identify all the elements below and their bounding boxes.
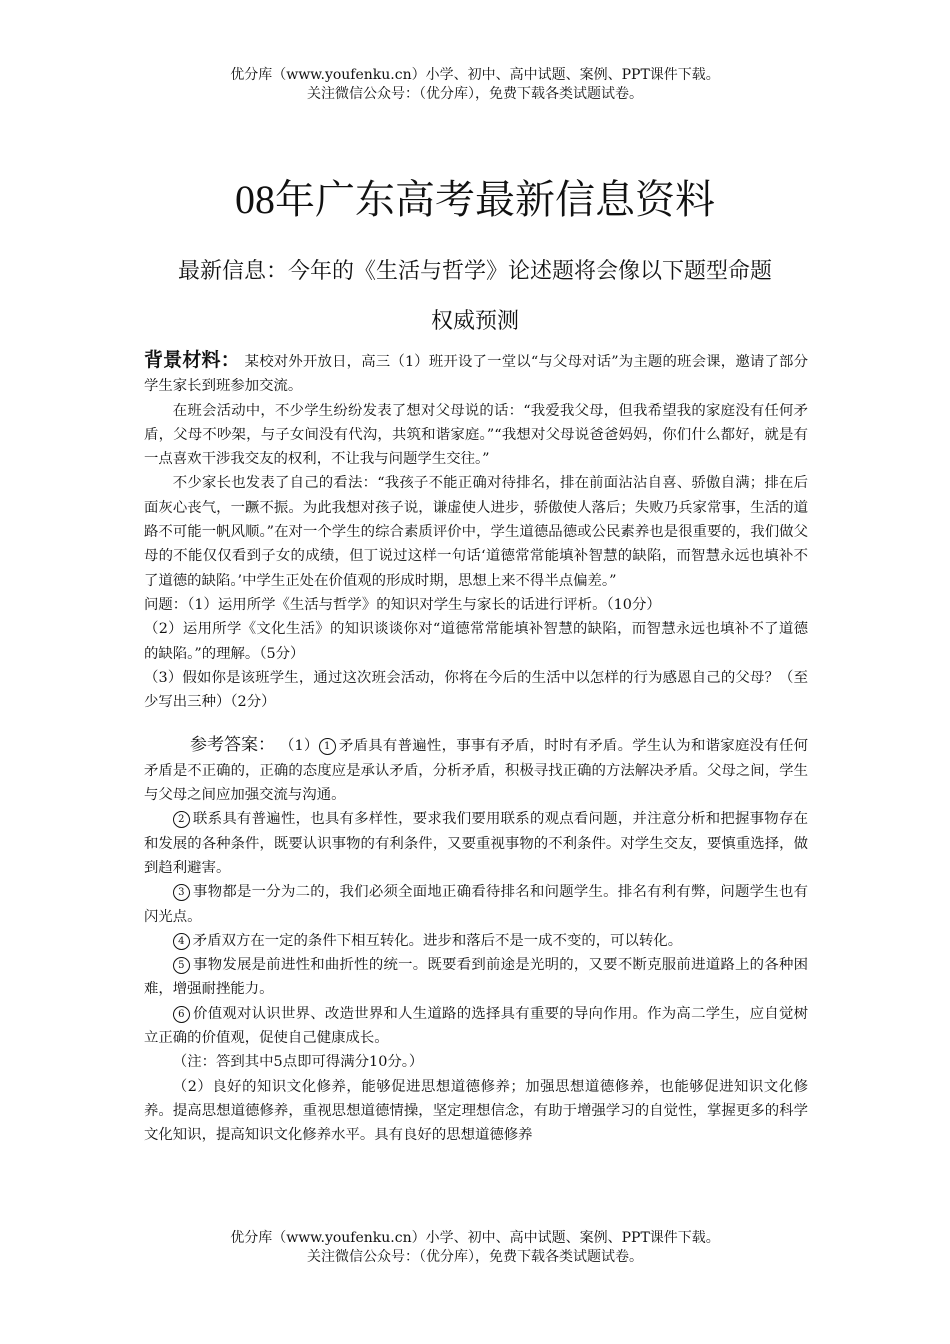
circled-number: 5 bbox=[173, 957, 190, 974]
answer-item bbox=[144, 880, 808, 929]
header-line-2: 关注微信公众号：（优分库），免费下载各类试题试卷。 bbox=[307, 86, 643, 102]
document-subtitle: 最新信息：今年的《生活与哲学》论述题将会像以下题型命题 bbox=[177, 259, 772, 284]
answer-label: 参考答案： bbox=[190, 735, 275, 756]
answer-item bbox=[144, 807, 808, 880]
answer-item bbox=[144, 929, 808, 953]
parents-paragraph: 不少家长也发表了自己的看法：“我孩子不能正确对待排名，排在前面沾沾自喜、骄傲自满；排在后面灰心丧气，一蹶不振。为此我想对孩子说，谦虚使人进步，骄傲使人落后；失败乃兵家常事，生活的道路不可能一帆风顺。”在对一个学生的综合素质评价中，学生道德品德或公民素养也是很重要的，我们做父母的不能仅仅看到子女的成绩，但丁说过这样一句话‘道德常常能填补智慧的缺陷，而智慧永远也填补不了道德的缺陷。’中学生正处在价值观的形成时期，思想上来不得半点偏差。” bbox=[144, 475, 808, 589]
background-label: 背景材料： bbox=[144, 349, 240, 371]
footer-line-1: 优分库（www.youfenku.cn）小学、初中、高中试题、案例、PPT课件下载。 bbox=[230, 1230, 720, 1246]
answer-item-text: 事物都是一分为二的，我们必须全面地正确看待排名和问题学生。排名有利有弊，问题学生也有闪光点。 bbox=[144, 884, 808, 925]
answer-item bbox=[144, 1002, 808, 1051]
answer-part-1-lead: （1） bbox=[279, 738, 319, 755]
students-paragraph: 在班会活动中，不少学生纷纷发表了想对父母说的话：“我爱我父母，但我希望我的家庭没有任何矛盾，父母不吵架，与子女间没有代沟，共筑和谐家庭。”“我想对父母说爸爸妈妈，你们什么都好，就是有一点喜欢干涉我交友的权利，不让我与问题学生交往。” bbox=[144, 402, 808, 468]
spacer bbox=[144, 714, 808, 733]
answer-item-text: 联系具有普遍性，也具有多样性，要求我们要用联系的观点看问题，并注意分析和把握事物存在和发展的各种条件，既要认识事物的有利条件，又要重视事物的不利条件。对学生交友，要慎重选择，做到趋利避害。 bbox=[144, 811, 808, 876]
answer-item-text: 事物发展是前进性和曲折性的统一。既要看到前途是光明的，又要不断克服前进道路上的各种困难，增强耐挫能力。 bbox=[144, 957, 808, 998]
circled-number: 2 bbox=[173, 811, 190, 828]
circled-number: 6 bbox=[173, 1006, 190, 1023]
document-body bbox=[144, 348, 808, 1148]
footer-line-2: 关注微信公众号：（优分库），免费下载各类试题试卷。 bbox=[307, 1249, 643, 1265]
document-subtitle-2: 权威预测 bbox=[430, 309, 519, 334]
answer-item-text: 矛盾双方在一定的条件下相互转化。进步和落后不是一成不变的，可以转化。 bbox=[192, 932, 683, 949]
header-line-1: 优分库（www.youfenku.cn）小学、初中、高中试题、案例、PPT课件下载。 bbox=[230, 67, 720, 83]
answer-item-text: 价值观对认识世界、改造世界和人生道路的选择具有重要的导向作用。作为高二学生，应自觉树立正确的价值观，促使自己健康成长。 bbox=[144, 1005, 808, 1047]
circled-number: 1 bbox=[319, 738, 336, 755]
answer-note: （注：答到其中5点即可得满分10分。） bbox=[172, 1054, 424, 1071]
question-1: 问题：（1）运用所学《生活与哲学》的知识对学生与家长的话进行评析。（10分） bbox=[144, 596, 661, 613]
circled-number: 3 bbox=[173, 884, 190, 901]
question-3: （3）假如你是该班学生，通过这次班会活动，你将在今后的生活中以怎样的行为感恩自己的父母？（至少写出三种）（2分） bbox=[144, 669, 808, 711]
question-2: （2）运用所学《文化生活》的知识谈谈你对“道德常常能填补智慧的缺陷，而智慧永远也填补不了道德的缺陷。”的理解。（5分） bbox=[144, 621, 808, 662]
background-intro-text: 某校对外开放日，高三（1）班开设了一堂以“与父母对话”为主题的班会课，邀请了部分学生家长到班参加交流。 bbox=[144, 354, 808, 395]
answer-item bbox=[144, 953, 808, 1002]
answer-item-text: 矛盾具有普遍性，事事有矛盾，时时有矛盾。学生认为和谐家庭没有任何矛盾是不正确的，正确的态度应是承认矛盾，分析矛盾，积极寻找正确的方法解决矛盾。父母之间，学生与父母之间应加强交流与沟通。 bbox=[144, 738, 809, 804]
circled-number: 4 bbox=[173, 933, 190, 950]
page-header bbox=[0, 66, 950, 104]
answer-paragraph-1 bbox=[144, 733, 808, 807]
page-footer bbox=[0, 1229, 950, 1267]
answer-part-2: （2）良好的知识文化修养，能够促进思想道德修养；加强思想道德修养，也能够促进知识文化修养。提高思想道德修养，重视思想道德情操，坚定理想信念，有助于增强学习的自觉性，掌握更多的科学文化知识，提高知识文化修养水平。具有良好的思想道德修养 bbox=[144, 1078, 808, 1144]
background-intro bbox=[144, 348, 808, 399]
document-title: 08年广东高考最新信息资料 bbox=[235, 177, 715, 222]
